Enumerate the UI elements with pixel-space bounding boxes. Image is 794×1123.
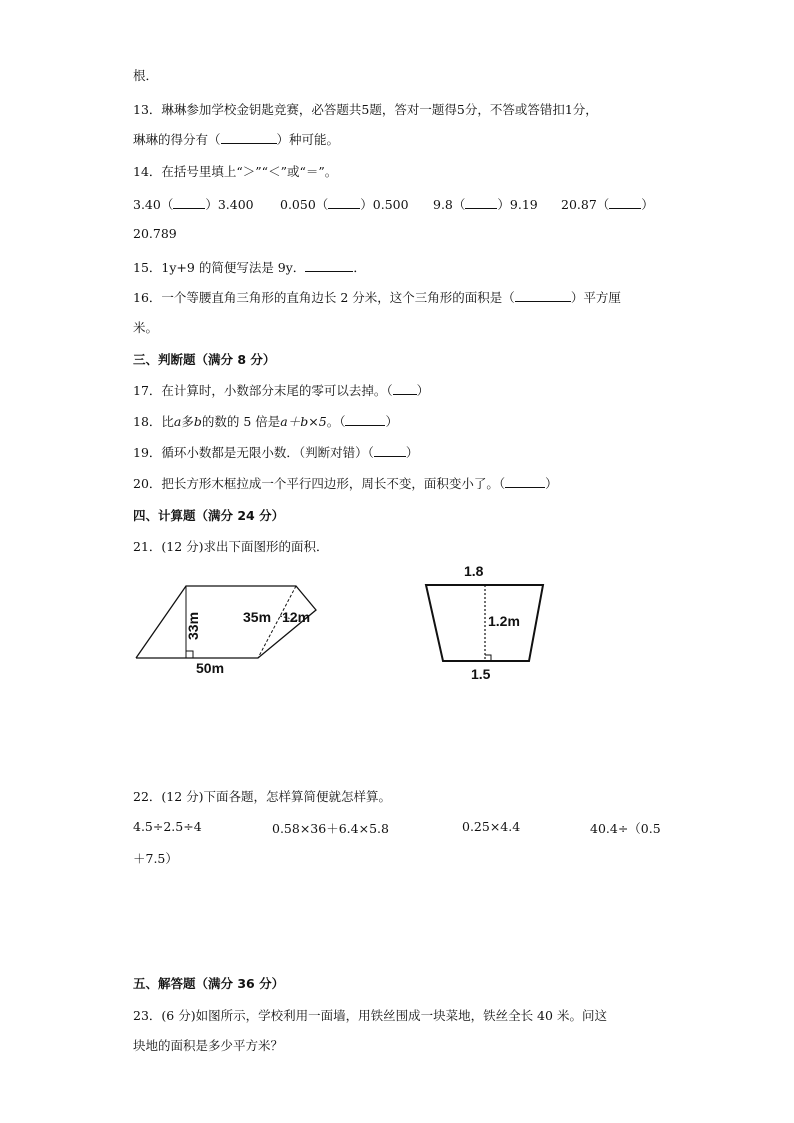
label-33m: 33m bbox=[185, 611, 201, 640]
q18-text-end: 。（ bbox=[326, 414, 346, 429]
q14-item-4-right: ） bbox=[641, 197, 654, 212]
label-12m: 12m bbox=[282, 609, 311, 625]
question-18 bbox=[133, 412, 398, 430]
q18-text-post: ） bbox=[385, 414, 398, 429]
question-23-line1: 23．(6 分)如图所示，学校利用一面墙，用铁丝围成一块菜地，铁丝全长 40 米。问这 bbox=[133, 1008, 607, 1023]
section-3-heading: 三、判断题（满分 8 分） bbox=[133, 352, 276, 367]
q15-answer-blank[interactable] bbox=[305, 261, 353, 272]
question-20 bbox=[133, 474, 558, 492]
q20-text-post: ） bbox=[545, 476, 558, 491]
q20-answer-blank[interactable] bbox=[505, 477, 545, 488]
question-21-stem: 21．(12 分)求出下面图形的面积． bbox=[133, 539, 329, 554]
q15-text: 15．1y+9 的简便写法是 9y． bbox=[133, 260, 306, 275]
label-height-1.2m: 1.2m bbox=[488, 613, 520, 629]
q18-text-mid: 多 bbox=[181, 414, 194, 429]
q17-answer-blank[interactable] bbox=[393, 384, 417, 395]
q14-item-4-blank[interactable] bbox=[609, 198, 641, 209]
q16-text-post: ）平方厘 bbox=[570, 290, 621, 305]
q14-item-4 bbox=[561, 195, 654, 213]
q22-tail: ＋7.5） bbox=[133, 851, 178, 866]
section-5-heading: 五、解答题（满分 36 分） bbox=[133, 976, 285, 991]
question-16-line2: 米。 bbox=[133, 320, 159, 335]
q18-answer-blank[interactable] bbox=[345, 415, 385, 426]
q13-text-post: ）种可能。 bbox=[276, 132, 340, 147]
question-22-stem: 22．(12 分)下面各题，怎样算简便就怎样算。 bbox=[133, 789, 392, 804]
q14-item-3-right: ）9.19 bbox=[497, 197, 538, 212]
right-angle-mark bbox=[186, 651, 193, 658]
q13-text-pre: 琳琳的得分有（ bbox=[133, 132, 221, 147]
q17-text-post: ） bbox=[416, 383, 430, 398]
q22-expr-4: 40.4÷（0.5 bbox=[590, 821, 661, 836]
q14-item-3-left: 9.8（ bbox=[433, 197, 466, 212]
q22-expr-3: 0.25×4.4 bbox=[462, 819, 521, 834]
q17-text: 17．在计算时，小数部分末尾的零可以去掉。（ bbox=[133, 383, 393, 398]
q14-item-1 bbox=[133, 195, 254, 213]
q15-text-post: ． bbox=[353, 260, 366, 275]
continuation-text: 根． bbox=[133, 68, 159, 83]
q16-answer-blank[interactable] bbox=[515, 291, 571, 302]
section-4-heading: 四、计算题（满分 24 分） bbox=[133, 508, 285, 523]
q19-answer-blank[interactable] bbox=[374, 446, 406, 457]
q16-text-pre: 16．一个等腰直角三角形的直角边长 2 分米，这个三角形的面积是（ bbox=[133, 290, 515, 305]
question-19 bbox=[133, 443, 418, 461]
question-15 bbox=[133, 258, 366, 276]
q14-item-3-blank[interactable] bbox=[465, 198, 497, 209]
question-14-stem: 14．在括号里填上“＞”“＜”或“＝”。 bbox=[133, 164, 338, 179]
question-13-line2 bbox=[133, 130, 339, 148]
q18-var-b: b bbox=[193, 414, 202, 429]
label-top-1.8: 1.8 bbox=[464, 563, 484, 579]
q14-item-2-left: 0.050（ bbox=[280, 197, 329, 212]
q14-item-1-right: ）3.400 bbox=[205, 197, 254, 212]
q14-item-2 bbox=[280, 195, 409, 213]
question-13-line1: 13．琳琳参加学校金钥匙竞赛，必答题共5题，答对一题得5分，不答或答错扣1分， bbox=[133, 102, 598, 117]
q14-item-3 bbox=[433, 195, 538, 213]
figure-composite-shape bbox=[130, 578, 330, 678]
q19-text-post: ） bbox=[405, 445, 419, 460]
q18-text-pre: 18．比 bbox=[133, 414, 174, 429]
q18-text-mid2: 的数的 5 倍是 bbox=[201, 414, 281, 429]
q14-item-1-left: 3.40（ bbox=[133, 197, 174, 212]
q20-text: 20．把长方形木框拉成一个平行四边形，周长不变，面积变小了。（ bbox=[133, 476, 506, 491]
q14-item-2-right: ）0.500 bbox=[360, 197, 409, 212]
q22-expr-1: 4.5÷2.5÷4 bbox=[133, 819, 202, 834]
q18-expression: a＋b×5 bbox=[280, 414, 327, 429]
q14-tail: 20.789 bbox=[133, 226, 177, 241]
q13-answer-blank[interactable] bbox=[221, 133, 277, 144]
q14-item-2-blank[interactable] bbox=[328, 198, 360, 209]
question-23-line2: 块地的面积是多少平方米？ bbox=[133, 1038, 284, 1053]
q19-text: 19．循环小数都是无限小数．（判断对错）（ bbox=[133, 445, 374, 460]
question-16-line1 bbox=[133, 288, 621, 306]
q14-item-4-left: 20.87（ bbox=[561, 197, 610, 212]
label-bottom-1.5: 1.5 bbox=[471, 666, 491, 682]
label-35m: 35m bbox=[243, 609, 272, 625]
figure-trapezoid bbox=[418, 560, 558, 688]
q14-item-1-blank[interactable] bbox=[173, 198, 205, 209]
label-50m: 50m bbox=[196, 660, 225, 676]
q22-expr-2: 0.58×36＋6.4×5.8 bbox=[272, 821, 389, 836]
q18-var-a: a bbox=[173, 414, 182, 429]
question-17 bbox=[133, 381, 429, 399]
